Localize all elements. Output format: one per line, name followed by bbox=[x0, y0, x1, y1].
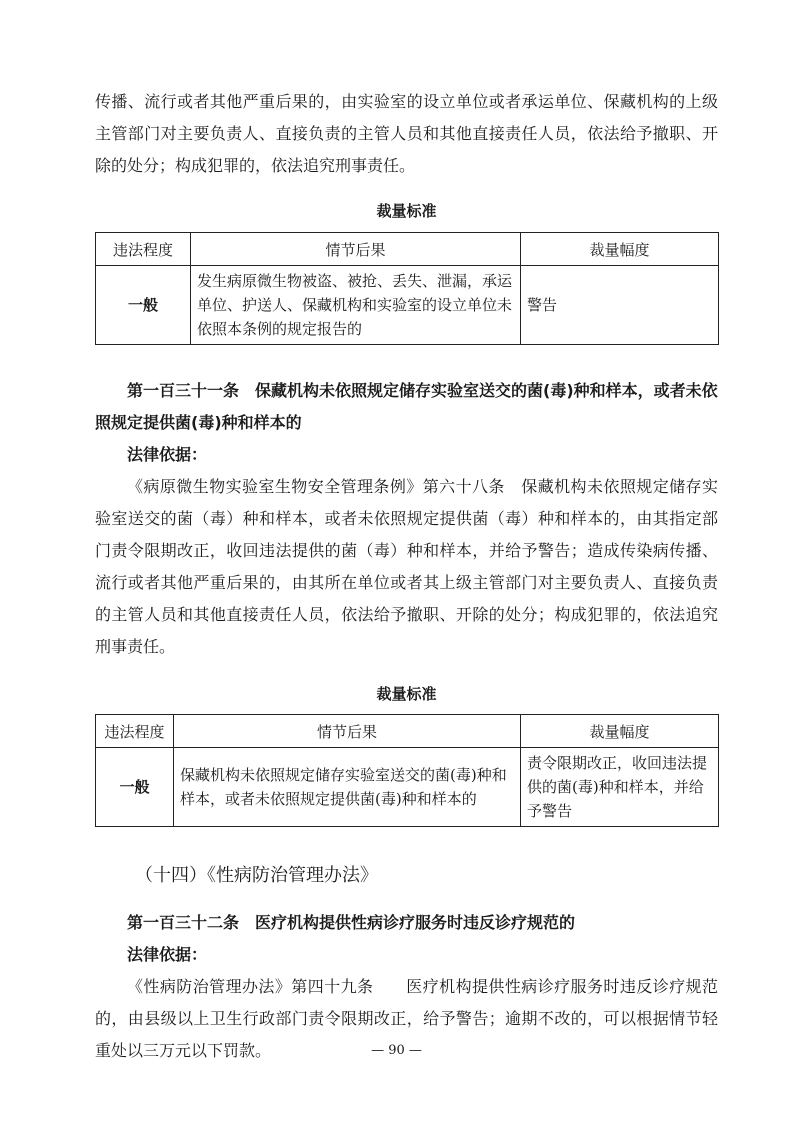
article-132-basis-text: 《性病防治管理办法》第四十九条 医疗机构提供性病诊疗服务时违反诊疗规范的，由县级以上卫生行政部门责令限期改正，给予警告；逾期不改的，可以根据情节轻重处以三万元以下罚款。 bbox=[95, 977, 718, 1060]
table2-header-level: 违法程度 bbox=[96, 715, 174, 748]
table2-header-penalty: 裁量幅度 bbox=[521, 715, 719, 748]
table1 bbox=[95, 232, 719, 345]
table1-header-consequence: 情节后果 bbox=[191, 233, 521, 266]
table2-caption: 裁量标准 bbox=[376, 685, 437, 703]
table1-header-penalty: 裁量幅度 bbox=[521, 233, 719, 266]
table2-header-row bbox=[96, 715, 719, 748]
page-content bbox=[95, 86, 718, 1067]
table1-header-level: 违法程度 bbox=[96, 233, 191, 266]
table2-cell-penalty: 责令限期改正，收回违法提供的菌(毒)种和样本，并给予警告 bbox=[521, 748, 719, 827]
article-131-basis-text: 《病原微生物实验室生物安全管理条例》第六十八条 保藏机构未依照规定储存实验室送交的菌（毒）种和样本，或者未依照规定提供菌（毒）种和样本的，由其指定部门责令限期改正，收回违法提供的菌（毒）种和样本，并给予警告；造成传染病传播、流行或者其他严重后果的，由其所在单位或者其上级主管部门对主要负责人、直接负责的主管人员和其他直接责任人员，依法给予撤职、开除的处分；构成犯罪的，依法追究刑事责任。 bbox=[95, 477, 718, 656]
article-132-basis-label: 法律依据： bbox=[127, 945, 208, 964]
table1-cell-consequence: 发生病原微生物被盗、被抢、丢失、泄漏，承运单位、护送人、保藏机构和实验室的设立单位未依照本条例的规定报告的 bbox=[191, 266, 521, 345]
table2-cell-level: 一般 bbox=[96, 748, 174, 827]
table1-cell-level: 一般 bbox=[96, 266, 191, 345]
continuation-paragraph: 传播、流行或者其他严重后果的，由实验室的设立单位或者承运单位、保藏机构的上级主管部门对主要负责人、直接负责的主管人员和其他直接责任人员，依法给予撤职、开除的处分；构成犯罪的，依法追究刑事责任。 bbox=[95, 92, 718, 175]
table2 bbox=[95, 714, 719, 827]
section-14-title: （十四）《性病防治管理办法》 bbox=[135, 865, 378, 886]
table-row bbox=[96, 266, 719, 345]
table-row bbox=[96, 748, 719, 827]
page-number: — 90 — bbox=[371, 1043, 422, 1058]
table1-cell-penalty: 警告 bbox=[521, 266, 719, 345]
table2-header-consequence: 情节后果 bbox=[174, 715, 521, 748]
table1-header-row bbox=[96, 233, 719, 266]
table2-cell-consequence: 保藏机构未依照规定储存实验室送交的菌(毒)种和样本，或者未依照规定提供菌(毒)种和样本的 bbox=[174, 748, 521, 827]
table1-caption: 裁量标准 bbox=[376, 202, 437, 220]
article-132-title: 第一百三十二条 医疗机构提供性病诊疗服务时违反诊疗规范的 bbox=[127, 913, 576, 932]
article-131-title: 第一百三十一条 保藏机构未依照规定储存实验室送交的菌(毒)种和样本，或者未依照规定提供菌(毒)种和样本的 bbox=[95, 381, 718, 432]
article-131-basis-label: 法律依据： bbox=[127, 445, 208, 464]
